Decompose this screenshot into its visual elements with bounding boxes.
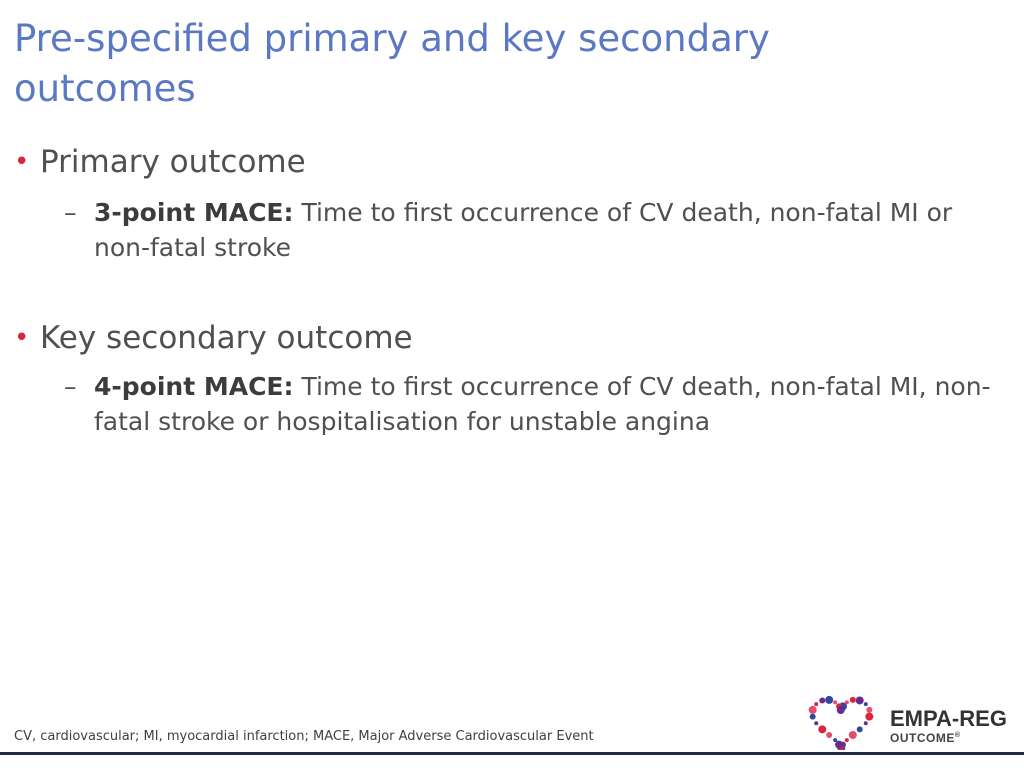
logo-dot <box>866 707 872 713</box>
logo-dot <box>810 714 816 720</box>
sub-bullet-term: 4-point MACE: <box>94 372 294 401</box>
logo-dot <box>849 731 857 739</box>
footer-divider <box>0 752 1024 755</box>
bullet-primary-outcome <box>14 143 306 181</box>
sub-bullet-3-point-mace <box>64 195 994 265</box>
logo-dot <box>864 702 868 706</box>
logo-dot <box>850 697 856 703</box>
logo-dot <box>865 713 873 721</box>
logo-dot <box>845 700 849 704</box>
logo-subtitle-text: OUTCOME <box>890 731 955 745</box>
sub-bullet-4-point-mace <box>64 369 994 439</box>
logo-dot <box>864 721 868 725</box>
sub-bullet-text <box>94 369 994 439</box>
logo-dot <box>826 732 832 738</box>
dash-icon: – <box>64 372 77 401</box>
logo-dot <box>837 706 845 714</box>
logo-dot <box>845 738 849 742</box>
empa-reg-logo <box>806 694 1021 750</box>
logo-dot <box>833 738 837 742</box>
bullet-dot-icon: • <box>14 323 30 353</box>
sub-bullet-definition: Time to first occurrence of CV death, non-fatal MI, non-fatal stroke or hospitalisation for unstable angina <box>94 372 991 436</box>
logo-dot <box>835 741 843 749</box>
dash-icon: – <box>64 198 77 227</box>
sub-bullet-definition: Time to first occurrence of CV death, non-fatal MI or non-fatal stroke <box>94 198 953 262</box>
bullet-label: Key secondary outcome <box>40 320 413 356</box>
bullet-label: Primary outcome <box>40 144 306 180</box>
logo-dot <box>856 696 864 704</box>
sub-bullet-term: 3-point MACE: <box>94 198 294 227</box>
logo-dot <box>857 726 863 732</box>
registered-mark: ® <box>954 732 961 739</box>
logo-dot <box>825 696 833 704</box>
logo-dot <box>818 725 826 733</box>
logo-dot <box>814 702 818 706</box>
logo-name: EMPA-REG <box>890 706 1007 731</box>
dot-heart-logo-icon <box>806 694 876 750</box>
logo-dot <box>814 721 818 725</box>
bullet-dot-icon: • <box>14 147 30 177</box>
sub-bullet-text <box>94 195 994 265</box>
logo-dot <box>833 700 837 704</box>
slide-title: Pre-specified primary and key secondary outcomes <box>14 17 770 110</box>
logo-subtitle <box>890 731 961 745</box>
footnote: CV, cardiovascular; MI, myocardial infarction; MACE, Major Adverse Cardiovascular Event <box>14 729 594 744</box>
bullet-key-secondary-outcome <box>14 319 413 357</box>
logo-dot <box>819 697 825 703</box>
logo-dot <box>809 706 817 714</box>
